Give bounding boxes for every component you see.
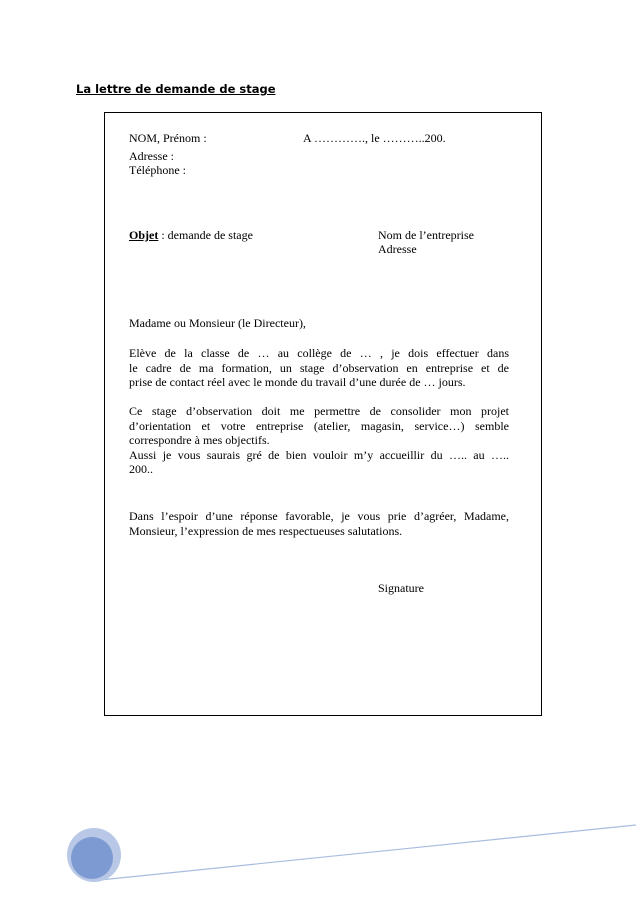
- paragraph-line: le cadre de ma formation, un stage d’observation en entreprise et de: [129, 360, 509, 375]
- paragraph-purpose: [129, 404, 509, 477]
- paragraph-line: Aussi je vous saurais gré de bien vouloir m’y accueillir du ….. au …..: [129, 447, 509, 462]
- subject-text: : demande de stage: [158, 228, 253, 242]
- footer-decoration: [0, 810, 636, 900]
- subject-label: Objet: [129, 228, 159, 242]
- recipient-company: Nom de l’entreprise: [378, 228, 474, 242]
- paragraph-closing: [129, 509, 509, 538]
- letter-frame: [104, 112, 542, 716]
- subject-line: [129, 228, 253, 243]
- paragraph-line: Elève de la classe de … au collège de … , je dois effectuer dans: [129, 346, 509, 360]
- paragraph-line: d’orientation et votre entreprise (atelier, magasin, service…) semble: [129, 418, 509, 433]
- paragraph-line: Dans l’espoir d’une réponse favorable, je vous prie d’agréer, Madame,: [129, 509, 509, 523]
- sender-address-label: Adresse :: [129, 149, 174, 163]
- sender-phone-label: Téléphone :: [129, 163, 186, 177]
- signature-label: Signature: [378, 581, 424, 595]
- footer-circle-inner: [71, 837, 113, 879]
- paragraph-intro: [129, 346, 509, 390]
- footer-line: [100, 825, 636, 880]
- document-title: La lettre de demande de stage: [76, 82, 276, 96]
- paragraph-line: 200..: [129, 462, 153, 476]
- recipient-address: Adresse: [378, 242, 417, 256]
- place-date: A …………., le ………..200.: [303, 131, 446, 145]
- paragraph-line: Ce stage d’observation doit me permettre de consolider mon projet: [129, 404, 509, 418]
- paragraph-line: prise de contact réel avec le monde du travail d’une durée de … jours.: [129, 375, 466, 389]
- paragraph-line: correspondre à mes objectifs.: [129, 433, 270, 447]
- sender-name-label: NOM, Prénom :: [129, 131, 207, 145]
- paragraph-line: Monsieur, l’expression de mes respectueuses salutations.: [129, 523, 403, 538]
- salutation: Madame ou Monsieur (le Directeur),: [129, 316, 306, 330]
